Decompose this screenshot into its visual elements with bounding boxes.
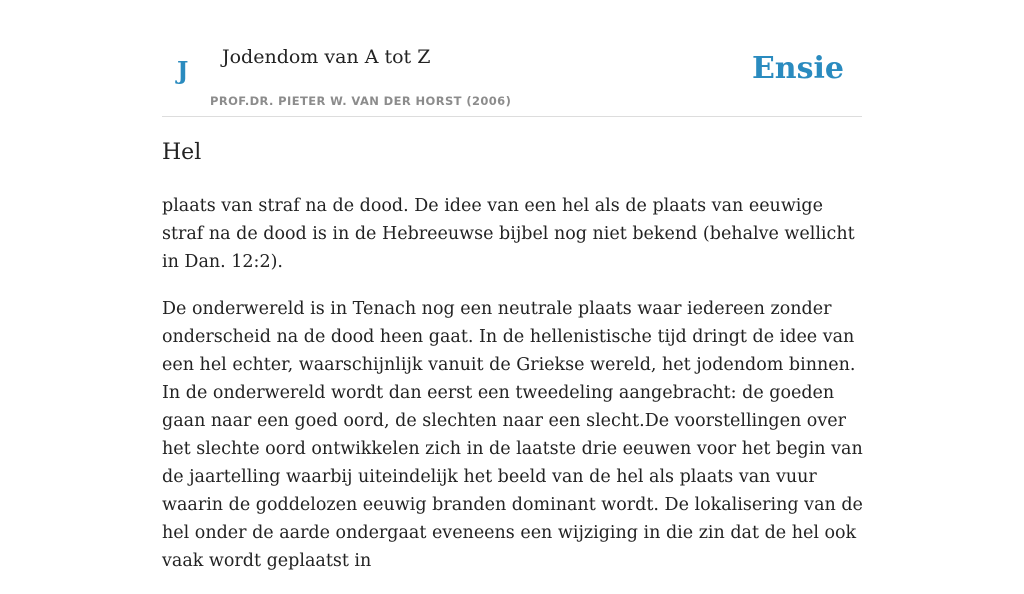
entry-paragraph-2: De onderwereld is in Tenach nog een neutrale plaats waar iedereen zonder onderscheid na de dood heen gaat. In de hellenistische tijd dringt de idee van een hel echter, waarschijnlijk vanuit de Griekse wereld, het jodendom binnen. In de onderwereld wordt dan eerst een tweedeling aangebracht: de goeden gaan naar een goed oord, de slechten naar een slecht.De voorstellingen over het slechte oord ontwikkelen zich in de laatste drie eeuwen voor het begin van de jaartelling waarbij uiteindelijk het beeld van de hel als plaats van vuur waarin de goddelozen eeuwig branden dominant wordt. De lokalisering van de hel onder de aarde ondergaat eveneens een wijziging in die zin dat de hel ook vaak wordt geplaatst in [162, 299, 863, 571]
book-icon[interactable]: J [177, 56, 189, 85]
entry-paragraph-1: plaats van straf na de dood. De idee van een hel als de plaats van eeuwige straf na de dood is in de Hebreeuwse bijbel nog niet bekend (behalve wellicht in Dan. 12:2). [162, 196, 855, 272]
entry-title: Hel [162, 140, 202, 165]
book-title[interactable]: Jodendom van A tot Z [222, 46, 431, 68]
book-author: PROF.DR. PIETER W. VAN DER HORST (2006) [210, 94, 512, 108]
book-header [162, 0, 862, 117]
ensie-logo[interactable]: Ensie [751, 51, 844, 86]
entry-body [162, 192, 867, 594]
